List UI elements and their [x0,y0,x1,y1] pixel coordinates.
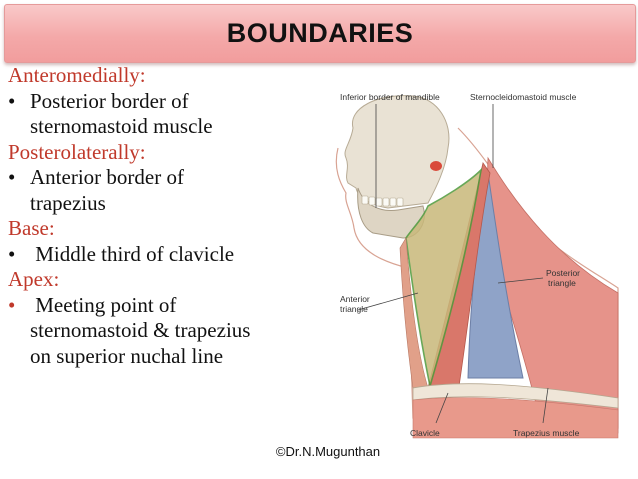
bullet-mark: • [8,241,16,266]
label-posterior-triangle-1: Posterior [546,268,581,278]
bullet-line: Posterior border of [30,88,189,113]
bullet-line: sternomastoid muscle [30,114,213,138]
label-clavicle: Clavicle [410,428,440,438]
bullet-line: on superior nuchal line [30,343,224,368]
neck-triangles-illustration [318,88,636,448]
label-anterior-triangle-2: triangle [340,304,368,314]
label-inferior-border: Inferior border of mandible [340,92,440,102]
heading-posterolaterally: Posterolaterally: [8,139,146,164]
skull-shape [345,96,449,208]
bullet-mark: • [8,88,16,113]
label-sternocleidomastoid: Sternocleidomastoid muscle [470,92,577,102]
heading-anteromedially: Anteromedially: [8,63,146,87]
bullet-anteromedially [8,89,328,140]
bullet-line: Middle third of clavicle [30,241,235,266]
heading-apex: Apex: [8,267,60,291]
bullet-line: Meeting point of [30,292,177,317]
heading-base: Base: [8,216,55,240]
bullet-posterolaterally [8,165,328,216]
label-anterior-triangle-1: Anterior [340,294,370,304]
slide-title: BOUNDARIES [226,18,414,48]
bullet-base [8,242,328,268]
bullet-line: sternomastoid & trapezius [30,318,251,342]
bullet-line: trapezius [30,190,106,215]
label-posterior-triangle-2: triangle [548,278,576,288]
bullet-apex [8,293,328,370]
boundaries-text [8,63,328,369]
title-bar [4,4,636,63]
gland-marker [430,161,442,171]
bullet-mark: • [8,165,16,189]
bullet-line: Anterior border of [30,165,184,189]
footer-credit: ©Dr.N.Mugunthan [275,444,381,459]
label-trapezius: Trapezius muscle [513,428,580,438]
bullet-mark: • [8,292,16,317]
